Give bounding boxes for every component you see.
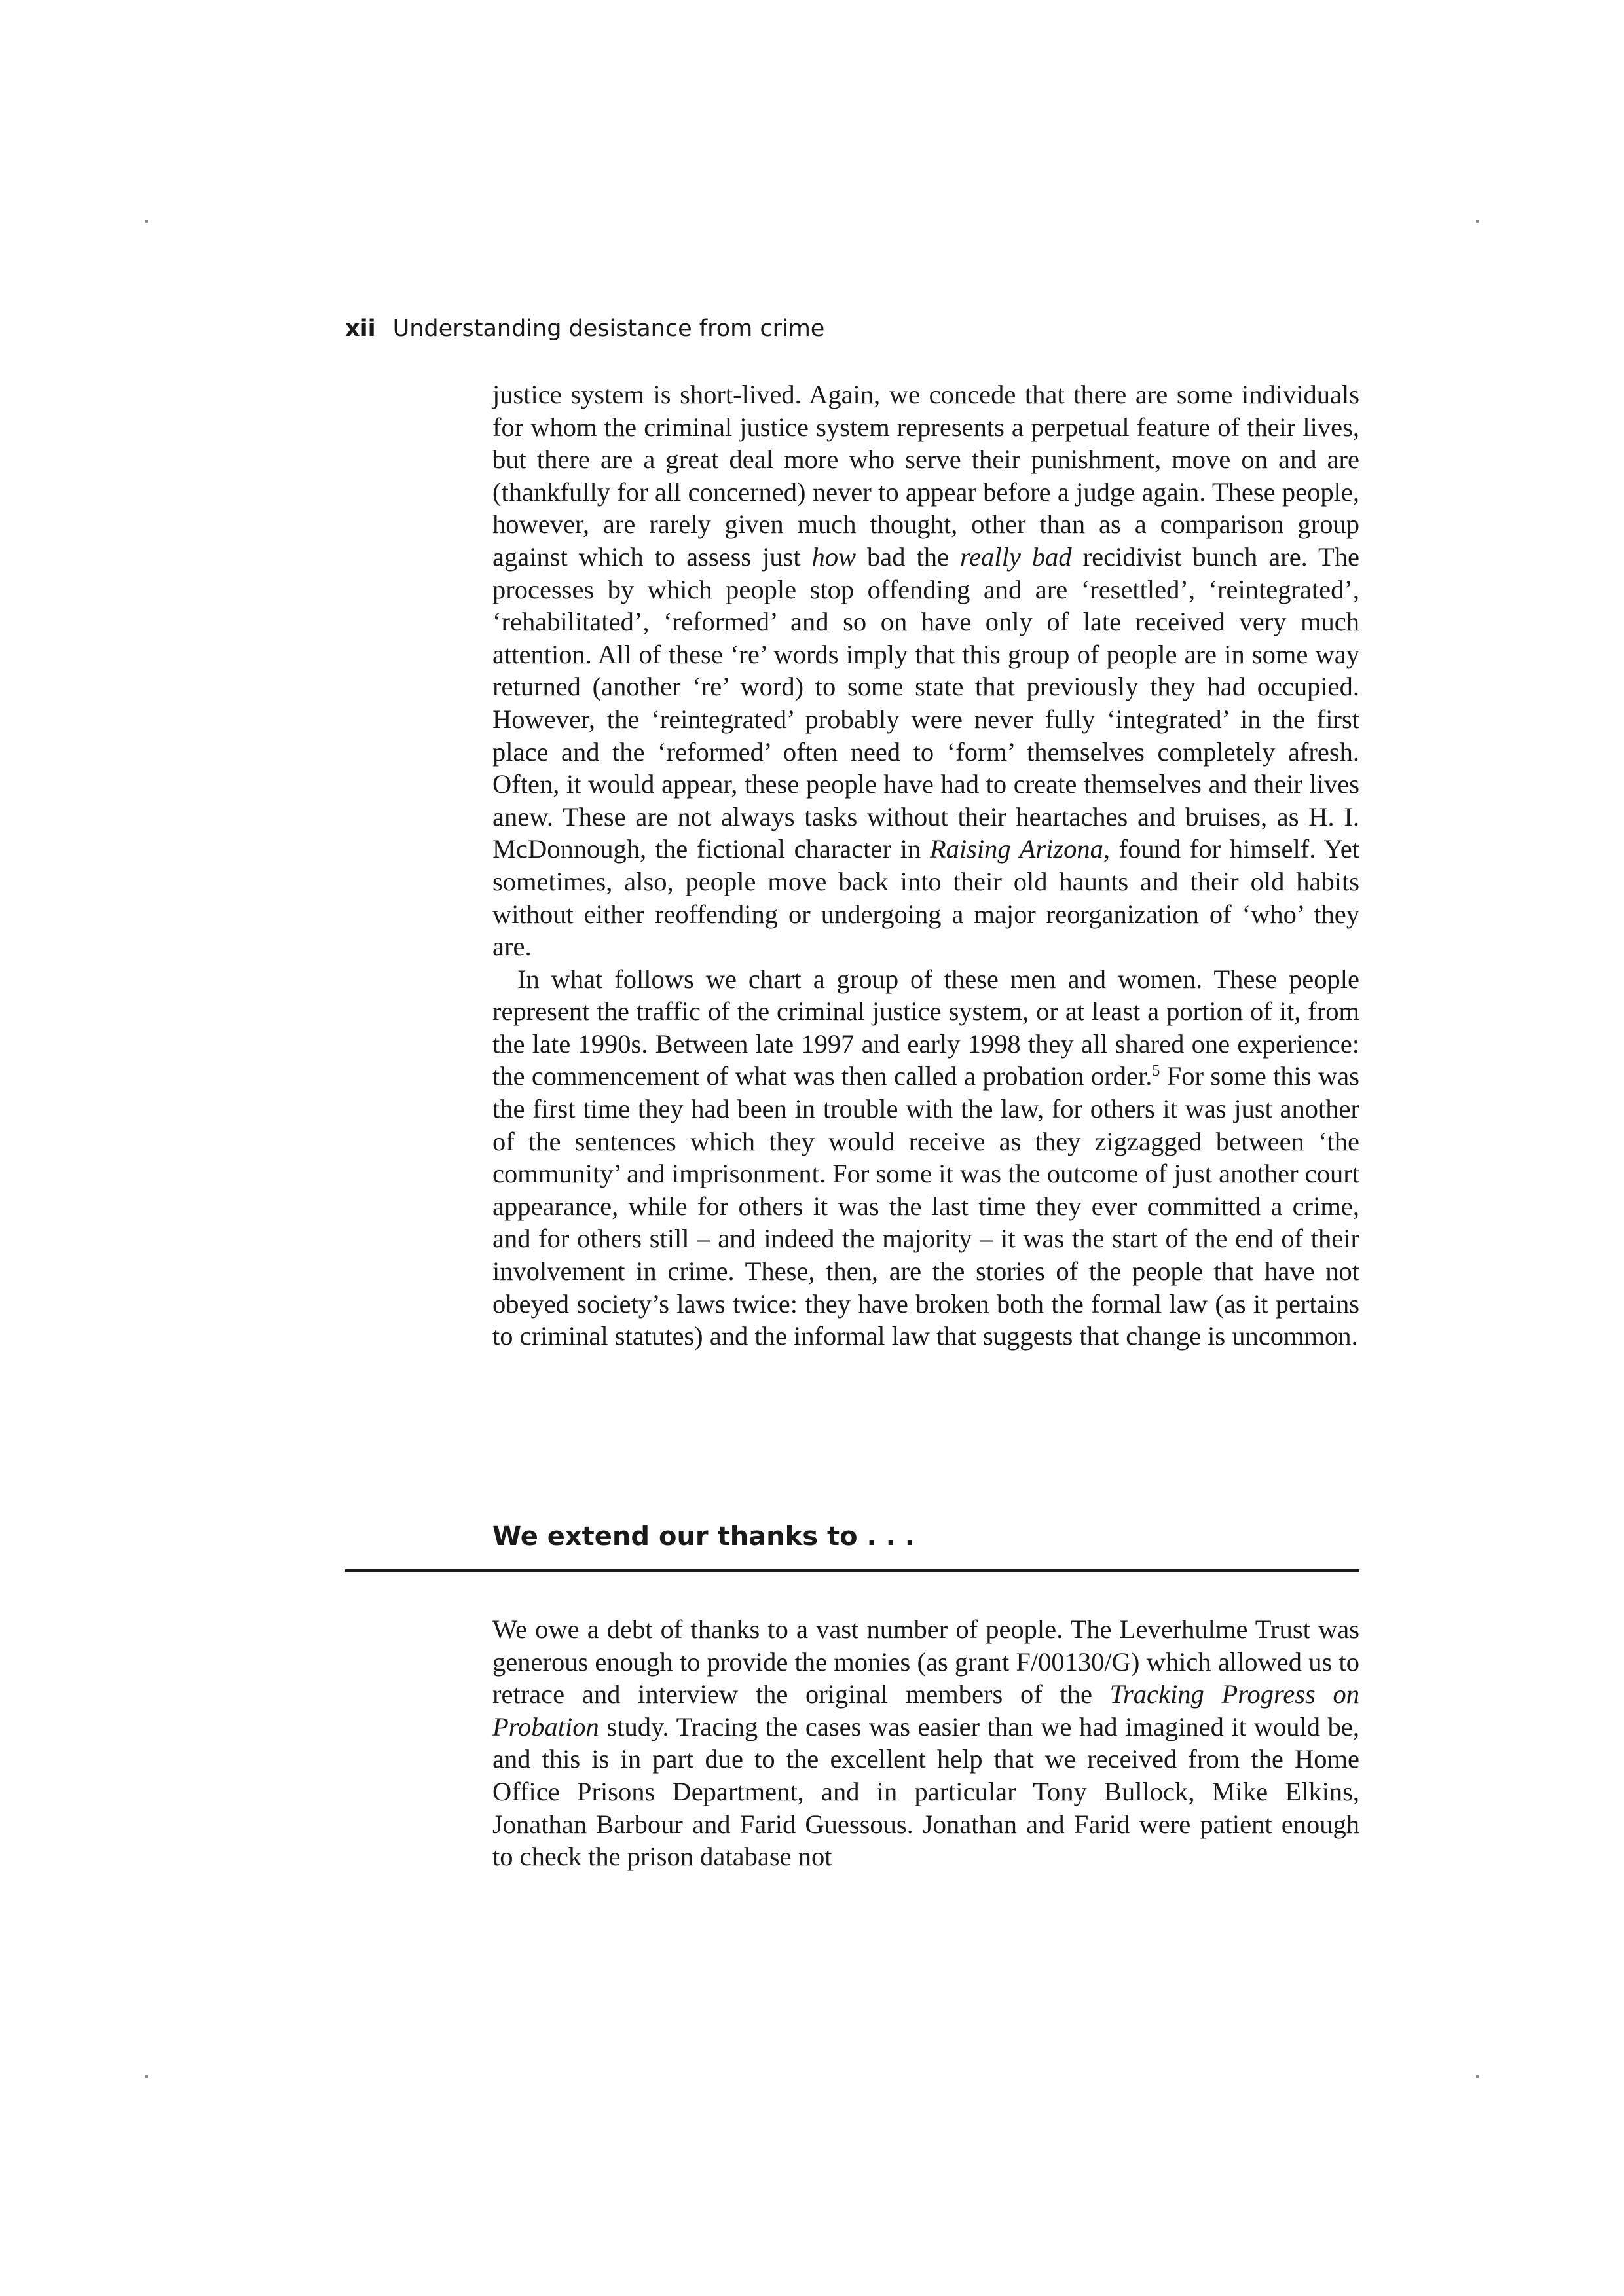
paragraph-1-italic-really-bad: really bad — [959, 541, 1072, 572]
section-heading: We extend our thanks to . . . — [492, 1522, 915, 1552]
body-text-upper — [492, 378, 1359, 1353]
paragraph-2-text-a: In what follows we chart a group of these men and women. These people represent the traffic of the criminal justice system, or at least a portion of it, from the late 1990s. Between late 1997 and early 1998 they all shared one experience: the commencement of what was then called a probation order. — [492, 964, 1359, 1091]
paragraph-3-text-a: We owe a debt of thanks to a vast number of people. The Leverhulme Trust was generous enough to provide the monies (as grant F/00130/G) which allowed us to retrace and interview the original members of the — [492, 1614, 1359, 1709]
running-head-title: Understanding desistance from crime — [392, 316, 825, 342]
crop-mark-top-right — [1476, 220, 1479, 223]
crop-mark-top-left — [145, 220, 148, 223]
paragraph-3-italic-study-title: Tracking Progress on Probation — [492, 1679, 1359, 1741]
crop-mark-bottom-right — [1476, 2075, 1479, 2078]
paragraph-1-text-c: recidivist bunch are. The processes by which people stop offending and are ‘resettled’, ‘reintegrated’, ‘rehabilitated’, ‘reformed’ and so on have only of late received very much attention. All of these ‘re’ words imply that this group of people are in some way returned (another ‘re’ word) to some state that previously they had occupied. However, the ‘reintegrated’ probably were never fully ‘integrated’ in the first place and the ‘reformed’ often need to ‘form’ themselves completely afresh. Often, it would appear, these people have had to create themselves and their lives anew. These are not always tasks without their heartaches and bruises, as H. I. McDonnough, the fictional character in — [492, 541, 1359, 864]
paragraph-3-text-b: study. Tracing the cases was easier than we had imagined it would be, and this is in part due to the excellent help that we received from the Home Office Prisons Department, and in particular Tony Bullock, Mike Elkins, Jonathan Barbour and Farid Guessous. Jonathan and Farid were patient enough to check the prison database not — [492, 1711, 1359, 1872]
paragraph-1 — [492, 378, 1359, 963]
section-rule — [345, 1569, 1359, 1572]
paragraph-2-text-b: For some this was the first time they had been in trouble with the law, for others it was just another of the sentences which they would receive as they zigzagged between ‘the community’ and imprisonment. For some it was the outcome of just another court appearance, while for others it was the last time they ever committed a crime, and for others still – and indeed the majority – it was the start of the end of their involvement in crime. These, then, are the stories of the people that have not obeyed society’s laws twice: they have broken both the formal law (as it pertains to criminal statutes) and the informal law that suggests that change is uncommon. — [492, 1061, 1360, 1351]
footnote-reference: 5 — [1152, 1063, 1160, 1080]
paragraph-1-text-a: justice system is short-lived. Again, we concede that there are some individuals for whom the criminal justice system represents a perpetual feature of their lives, but there are a great deal more who serve their punishment, move on and are (thankfully for all concerned) never to appear before a judge again. These people, however, are rarely given much thought, other than as a comparison group against which to assess just — [492, 380, 1359, 572]
paragraph-3 — [492, 1613, 1359, 1873]
paragraph-1-text-b: bad the — [856, 541, 960, 572]
crop-mark-bottom-left — [145, 2075, 148, 2078]
page-number: xii — [345, 316, 376, 342]
paragraph-1-italic-how: how — [811, 541, 857, 572]
paragraph-2 — [492, 963, 1359, 1353]
body-text-lower — [492, 1613, 1359, 1873]
running-head — [345, 313, 824, 344]
paragraph-1-italic-film-title: Raising Arizona — [929, 834, 1103, 864]
paragraph-1-text-d: , found for himself. Yet sometimes, also, people move back into their old haunts and their old habits without either reoffending or undergoing a major reorganization of ‘who’ they are. — [492, 834, 1359, 962]
